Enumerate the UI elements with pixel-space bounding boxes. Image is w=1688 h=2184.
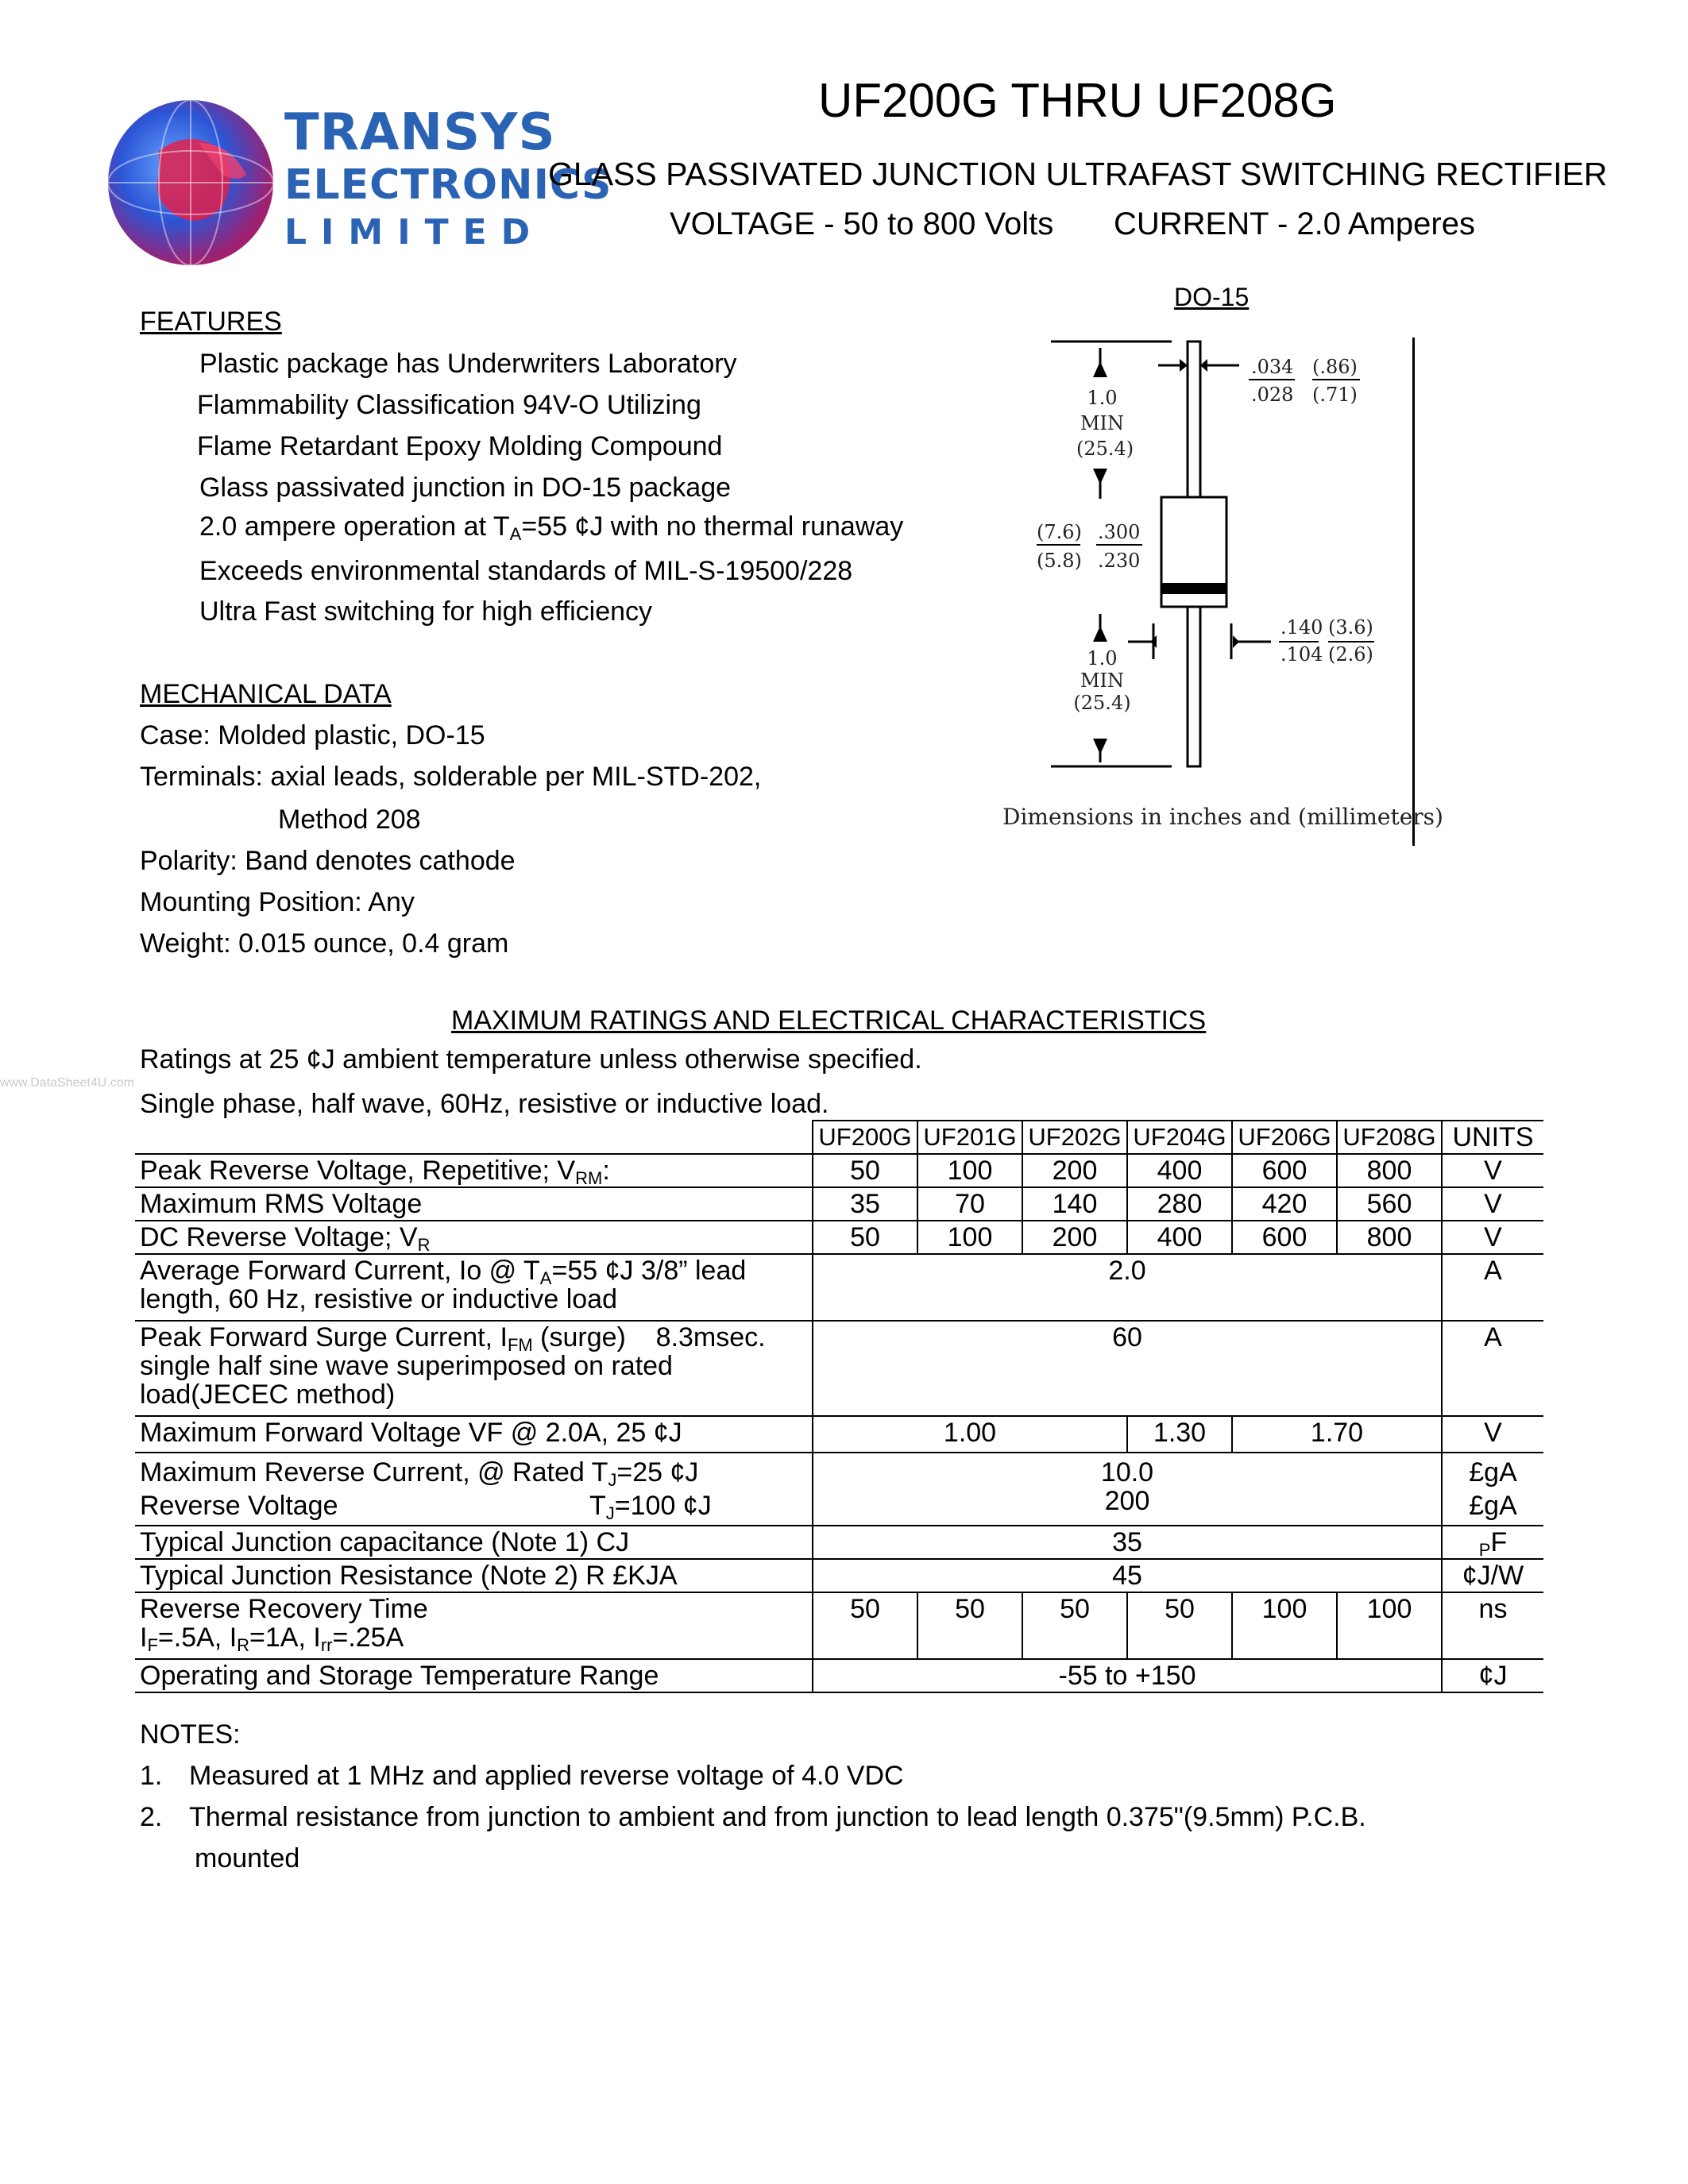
body-len-mm-min: (5.8) xyxy=(1037,550,1082,572)
unit-cell: V xyxy=(1442,1221,1543,1254)
diagram-title: DO-15 xyxy=(1174,283,1250,311)
unit-cell: ¢J xyxy=(1442,1659,1543,1692)
column-header: UF204G xyxy=(1127,1121,1232,1154)
row-label: Maximum RMS Voltage xyxy=(135,1187,813,1221)
table-cell: 600 xyxy=(1232,1221,1337,1254)
feature-item: Flammability Classification 94V-O Utilizing xyxy=(197,390,701,420)
logo-line-1: TRANSYS xyxy=(284,103,556,162)
table-row xyxy=(135,1416,1543,1453)
unit-cell: A xyxy=(1442,1321,1543,1416)
company-logo xyxy=(103,95,612,270)
feature-item: Exceeds environmental standards of MIL-S-19500/228 xyxy=(199,556,853,586)
note-number: 2. xyxy=(140,1802,163,1832)
table-cell: 400 xyxy=(1127,1221,1232,1254)
body-len-in-min: .230 xyxy=(1098,550,1141,572)
body-dia-in-max: .140 xyxy=(1280,616,1323,639)
table-cell: 1.00 xyxy=(813,1416,1127,1453)
features-heading: FEATURES xyxy=(140,307,282,337)
table-cell: 50 xyxy=(1127,1592,1232,1659)
ratings-condition-2: Single phase, half wave, 60Hz, resistive or inductive load. xyxy=(140,1089,829,1119)
table-row xyxy=(135,1187,1543,1221)
table-header-row xyxy=(135,1121,1543,1154)
diagram-caption: Dimensions in inches and (millimeters) xyxy=(1002,804,1443,830)
table-row xyxy=(135,1592,1543,1659)
row-label: Peak Forward Surge Current, $I_{FM}$ (surge) 8.3msec. single half sine wave superimposed on rated load(JECEC method) xyxy=(135,1321,813,1416)
column-header: UF200G xyxy=(813,1121,917,1154)
table-cell: 100 xyxy=(1337,1592,1442,1659)
note-number: 1. xyxy=(140,1761,163,1791)
row-label: Operating and Storage Temperature Range xyxy=(135,1659,813,1692)
table-cell: 800 xyxy=(1337,1154,1442,1187)
row-label: Maximum Forward Voltage VF @ 2.0A, 25 ¢J xyxy=(135,1416,813,1453)
logo-line-2: ELECTRONICS xyxy=(284,161,612,209)
table-cell: 200 xyxy=(1022,1154,1127,1187)
row-label: Reverse Recovery Time $I_F=.5A$, $I_R=1A$, $I_{rr}=.25A$ xyxy=(135,1592,813,1659)
ratings-heading: MAXIMUM RATINGS AND ELECTRICAL CHARACTERISTICS xyxy=(451,1005,1207,1036)
mechanical-item: Weight: 0.015 ounce, 0.4 gram xyxy=(140,928,509,959)
feature-item: Plastic package has Underwriters Laboratory xyxy=(199,349,737,379)
unit-cell: $_P$F xyxy=(1442,1526,1543,1559)
table-cell: 140 xyxy=(1022,1187,1127,1221)
body-len-mm-max: (7.6) xyxy=(1037,521,1082,543)
table-row xyxy=(135,1659,1543,1692)
table-cell: 50 xyxy=(813,1154,917,1187)
feature-item: Ultra Fast switching for high efficiency xyxy=(199,596,653,627)
table-row xyxy=(135,1526,1543,1559)
table-cell: 50 xyxy=(917,1592,1022,1659)
table-row xyxy=(135,1559,1543,1592)
row-label: Maximum Reverse Current, @ Rated $T_J=25$ ¢J Reverse Voltage $T_J=100$ ¢J xyxy=(135,1453,813,1526)
table-cell: 560 xyxy=(1337,1187,1442,1221)
logo-line-3: LIMITED xyxy=(284,212,545,253)
row-label: Typical Junction Resistance (Note 2) R £KJA xyxy=(135,1559,813,1592)
notes-heading: NOTES: xyxy=(140,1719,241,1750)
globe-icon xyxy=(103,95,278,270)
wire-dia-mm-min: (.71) xyxy=(1312,384,1358,406)
table-cell: 280 xyxy=(1127,1187,1232,1221)
unit-cell: V xyxy=(1442,1416,1543,1453)
body-dia-mm-max: (3.6) xyxy=(1328,616,1373,639)
table-cell: 50 xyxy=(813,1592,917,1659)
table-cell: 50 xyxy=(813,1221,917,1254)
note-item: Thermal resistance from junction to ambient and from junction to lead length 0.375"(9.5mm) P.C.B. xyxy=(189,1802,1366,1832)
unit-cell: V xyxy=(1442,1187,1543,1221)
wire-dia-in-max: .034 xyxy=(1251,356,1294,378)
header-blank xyxy=(135,1121,813,1154)
unit-cell: A xyxy=(1442,1254,1543,1321)
table-cell: 50 xyxy=(1022,1592,1127,1659)
mechanical-item: Polarity: Band denotes cathode xyxy=(140,846,516,876)
table-cell: 800 xyxy=(1337,1221,1442,1254)
row-label: Average Forward Current, Io @ $T_A=55$ ¢J 3/8” lead length, 60 Hz, resistive or inductive load xyxy=(135,1254,813,1321)
unit-cell: ns xyxy=(1442,1592,1543,1659)
feature-item: Flame Retardant Epoxy Molding Compound xyxy=(197,431,723,461)
note-item: Measured at 1 MHz and applied reverse voltage of 4.0 VDC xyxy=(189,1761,904,1791)
mechanical-item: Terminals: axial leads, solderable per MIL-STD-202, xyxy=(140,762,762,792)
column-header: UNITS xyxy=(1442,1121,1543,1154)
row-label: Peak Reverse Voltage, Repetitive; $V_{RM}$: xyxy=(135,1154,813,1187)
ratings-condition-1: Ratings at 25 ¢J ambient temperature unless otherwise specified. xyxy=(140,1044,922,1075)
column-header: UF208G xyxy=(1337,1121,1442,1154)
column-header: UF202G xyxy=(1022,1121,1127,1154)
lead-length-top: 1.0 MIN (25.4) xyxy=(1076,387,1134,460)
table-cell: 35 xyxy=(813,1526,1442,1559)
table-cell: 100 xyxy=(917,1154,1022,1187)
unit-cell: ¢J/W xyxy=(1442,1559,1543,1592)
body-dia-mm-min: (2.6) xyxy=(1328,643,1373,666)
table-cell: 70 xyxy=(917,1187,1022,1221)
mechanical-heading: MECHANICAL DATA xyxy=(140,679,392,709)
feature-item: Glass passivated junction in DO-15 package xyxy=(199,473,732,503)
table-cell: 200 xyxy=(1022,1221,1127,1254)
mechanical-item: Method 208 xyxy=(278,805,421,835)
table-cell: 1.70 xyxy=(1232,1416,1442,1453)
table-row xyxy=(135,1254,1543,1321)
table-cell: 10.0 200 xyxy=(813,1453,1442,1526)
body-dia-in-min: .104 xyxy=(1280,643,1323,666)
page-title: UF200G THRU UF208G xyxy=(818,74,1337,127)
mechanical-item: Case: Molded plastic, DO-15 xyxy=(140,720,485,751)
watermark: www.DataSheet4U.com xyxy=(0,1076,134,1090)
ratings-table xyxy=(135,1120,1543,1693)
table-row xyxy=(135,1221,1543,1254)
feature-item: 2.0 ampere operation at $T_A=55$ ¢J with no thermal runaway xyxy=(199,511,904,544)
column-header: UF206G xyxy=(1232,1121,1337,1154)
table-cell: 420 xyxy=(1232,1187,1337,1221)
table-cell: 600 xyxy=(1232,1154,1337,1187)
table-cell: 2.0 xyxy=(813,1254,1442,1321)
table-cell: 60 xyxy=(813,1321,1442,1416)
wire-dia-mm-max: (.86) xyxy=(1312,356,1358,378)
table-cell: 45 xyxy=(813,1559,1442,1592)
note-item-continued: mounted xyxy=(195,1843,300,1873)
mechanical-item: Mounting Position: Any xyxy=(140,887,415,917)
table-row xyxy=(135,1321,1543,1416)
table-cell: 100 xyxy=(1232,1592,1337,1659)
table-row xyxy=(135,1453,1543,1526)
table-cell: 35 xyxy=(813,1187,917,1221)
page-subtitle: GLASS PASSIVATED JUNCTION ULTRAFAST SWITCHING RECTIFIER xyxy=(548,156,1608,192)
row-label: DC Reverse Voltage; $V_R$ xyxy=(135,1221,813,1254)
body-len-in-max: .300 xyxy=(1098,521,1141,543)
table-cell: 1.30 xyxy=(1127,1416,1232,1453)
lead-length-bottom: 1.0 MIN (25.4) xyxy=(1073,647,1131,714)
table-cell: 100 xyxy=(917,1221,1022,1254)
unit-cell: V xyxy=(1442,1154,1543,1187)
table-row xyxy=(135,1154,1543,1187)
current-rating: CURRENT - 2.0 Amperes xyxy=(1114,206,1475,241)
table-cell: -55 to +150 xyxy=(813,1659,1442,1692)
column-header: UF201G xyxy=(917,1121,1022,1154)
voltage-rating: VOLTAGE - 50 to 800 Volts xyxy=(670,206,1054,241)
unit-cell: £gA £gA xyxy=(1442,1453,1543,1526)
table-cell: 400 xyxy=(1127,1154,1232,1187)
wire-dia-in-min: .028 xyxy=(1251,384,1294,406)
row-label: Typical Junction capacitance (Note 1) CJ xyxy=(135,1526,813,1559)
